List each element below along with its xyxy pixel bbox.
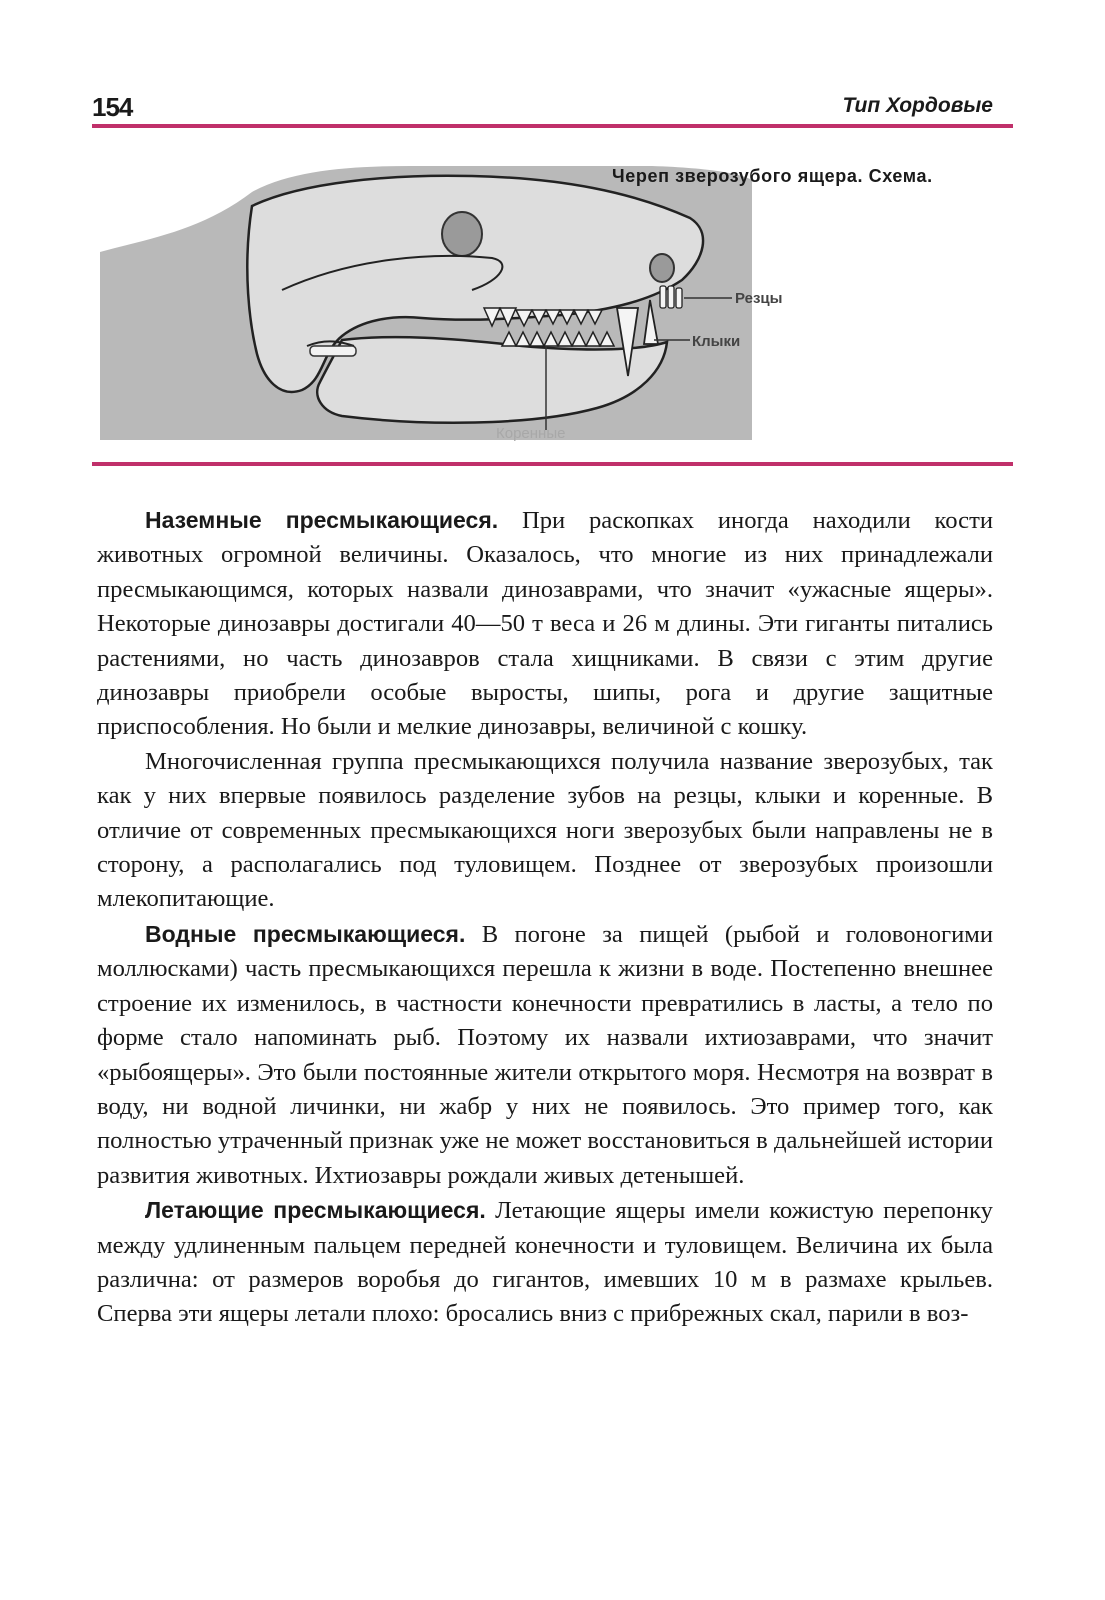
paragraph-therapsids [97,745,993,917]
text-therapsids: Многочисленная группа пресмыкающихся получила название зверозубых, так как у них впервые появилось разделение зубов на резцы, клыки и коренные. В отличие от современных пресмыкающихся ноги зверозубых были направлены не в сторону, а располагались под туловищем. Позднее от зверозубых произошли млекопитающие. [97,747,993,913]
text-aquatic-reptiles: В погоне за пищей (рыбой и головоногими моллюсками) часть пресмыкающихся перешла к жизни в воде. Постепенно внешнее строение их изменилось, в частности конечности превратились в ласты, а тело по форме стало напоминать рыб. Поэтому их назвали ихтиозаврами, что значит «рыбоящеры». Это были постоянные жители открытого моря. Несмотря на возврат в воду, ни водной личинки, ни жабр у них не появилось. Это пример того, как полностью утраченный признак уже не может восстановиться в дальнейшей истории развития животных. Ихтиозавры рождали живых детенышей. [97,920,993,1189]
nostril [650,254,674,282]
label-molars: Коренные [496,425,566,442]
page-number: 154 [92,92,133,122]
incisors [660,286,682,308]
skull-illustration [92,140,1013,460]
jaw-bone [310,346,356,356]
figure-bottom-rule [92,462,1013,466]
text-land-reptiles: При раскопках иногда находили кости животных огромной величины. Оказалось, что многие из них принадлежали пресмыкающимся, которых назвали динозаврами, что значит «ужасные ящеры». Некоторые динозавры достигали 40—50 т веса и 26 м длины. Эти гиганты питались растениями, но часть динозавров стала хищниками. В связи с этим другие динозавры приобрели особые выросты, шипы, рога и другие защитные приспособления. Но были и мелкие динозавры, величиной с кошку. [97,507,993,741]
header-rule [92,124,1013,128]
label-incisors: Резцы [735,290,783,307]
paragraph-land-reptiles [97,503,993,745]
paragraph-flying-reptiles [97,1193,993,1332]
heading-flying-reptiles: Летающие пресмыкающиеся. [145,1197,486,1224]
label-canines: Клыки [692,333,741,350]
eye-socket [442,212,482,256]
body-text [97,503,993,1332]
figure-caption: Череп зверозубого ящера. Схема. [612,166,933,186]
running-head: Тип Хордовые [842,94,993,117]
heading-land-reptiles: Наземные пресмыкающиеся. [145,507,499,533]
paragraph-aquatic-reptiles [97,917,993,1193]
heading-aquatic-reptiles: Водные пресмыкающиеся. [145,920,466,947]
text-flying-reptiles: Летающие ящеры имели кожистую перепонку между удлиненным пальцем передней конечности и туловищем. Величина их была различна: от размеров воробья до гигантов, имевших 10 м в размахе крыльев. Сперва эти ящеры летали плохо: бросались вниз с прибрежных скал, парили в воз- [97,1197,993,1328]
